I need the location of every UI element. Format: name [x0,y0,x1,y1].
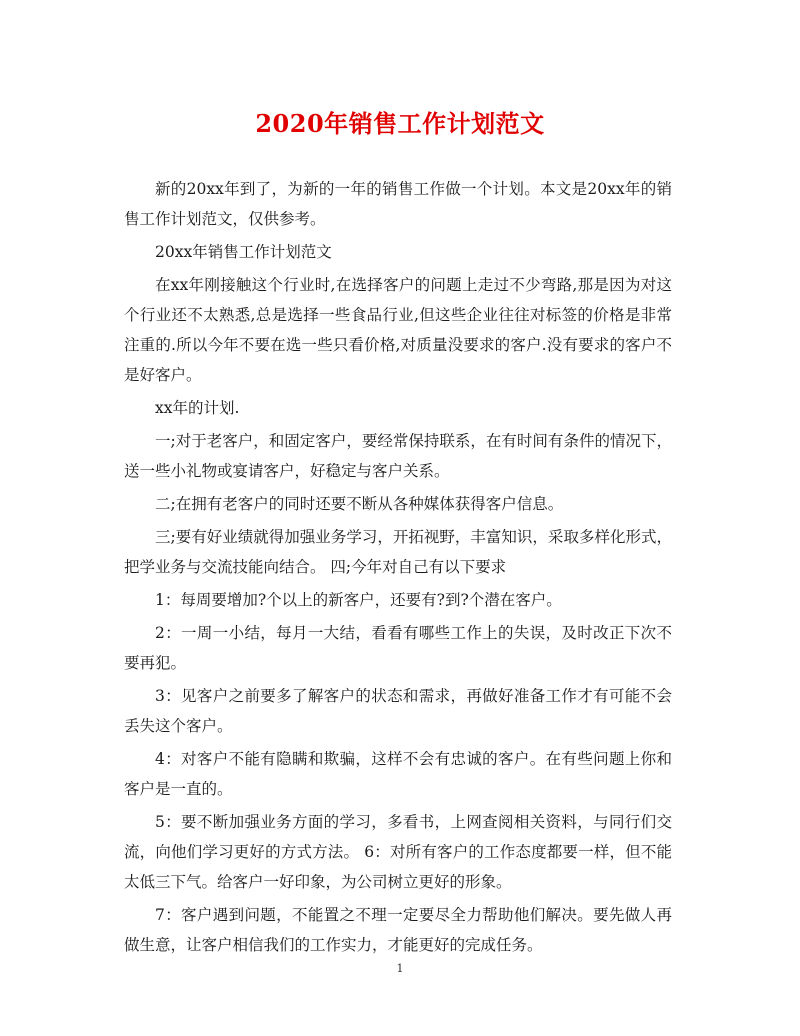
document-body [124,174,672,963]
paragraph-item-one: 一;对于老客户，和固定客户，要经常保持联系，在有时间有条件的情况下，送一些小礼物或宴请客户，好稳定与客户关系。 [124,432,672,480]
page-number: 1 [396,962,404,975]
paragraph-subtitle: 20xx年销售工作计划范文 [155,243,332,261]
paragraph-requirement-4: 4：对客户不能有隐瞒和欺骗，这样不会有忠诚的客户。在有些问题上你和客户是一直的。 [124,750,672,798]
paragraph-requirement-7: 7：客户遇到问题，不能置之不理一定要尽全力帮助他们解决。要先做人再做生意，让客户相信我们的工作实力，才能更好的完成任务。 [124,906,672,954]
paragraph-plan-heading: xx年的计划. [155,399,240,417]
paragraph-requirement-1: 1：每周要增加?个以上的新客户，还要有?到?个潜在客户。 [155,591,562,609]
document-title: 2020年销售工作计划范文 [255,109,545,138]
paragraph-requirement-3: 3：见客户之前要多了解客户的状态和需求，再做好准备工作才有可能不会丢失这个客户。 [124,687,672,735]
paragraph-background: 在xx年刚接触这个行业时,在选择客户的问题上走过不少弯路,那是因为对这个行业还不太熟悉,总是选择一些食品行业,但这些企业往往对标签的价格是非常注重的.所以今年不要在选一些只看价格,对质量没要求的客户.没有要求的客户不是好客户。 [124,276,672,384]
paragraph-requirement-5-6: 5：要不断加强业务方面的学习，多看书，上网查阅相关资料，与同行们交流，向他们学习更好的方式方法。 6：对所有客户的工作态度都要一样，但不能太低三下气。给客户一好印象，为公司树立更好的形象。 [124,813,672,891]
paragraph-requirement-2: 2：一周一小结，每月一大结，看看有哪些工作上的失误，及时改正下次不要再犯。 [124,624,672,672]
paragraph-intro: 新的20xx年到了，为新的一年的销售工作做一个计划。本文是20xx年的销售工作计划范文，仅供参考。 [124,180,672,228]
paragraph-item-two: 二;在拥有老客户的同时还要不断从各种媒体获得客户信息。 [155,495,564,513]
paragraph-item-three: 三;要有好业绩就得加强业务学习，开拓视野，丰富知识，采取多样化形式，把学业务与交流技能向结合。 四;今年对自己有以下要求 [124,528,672,576]
